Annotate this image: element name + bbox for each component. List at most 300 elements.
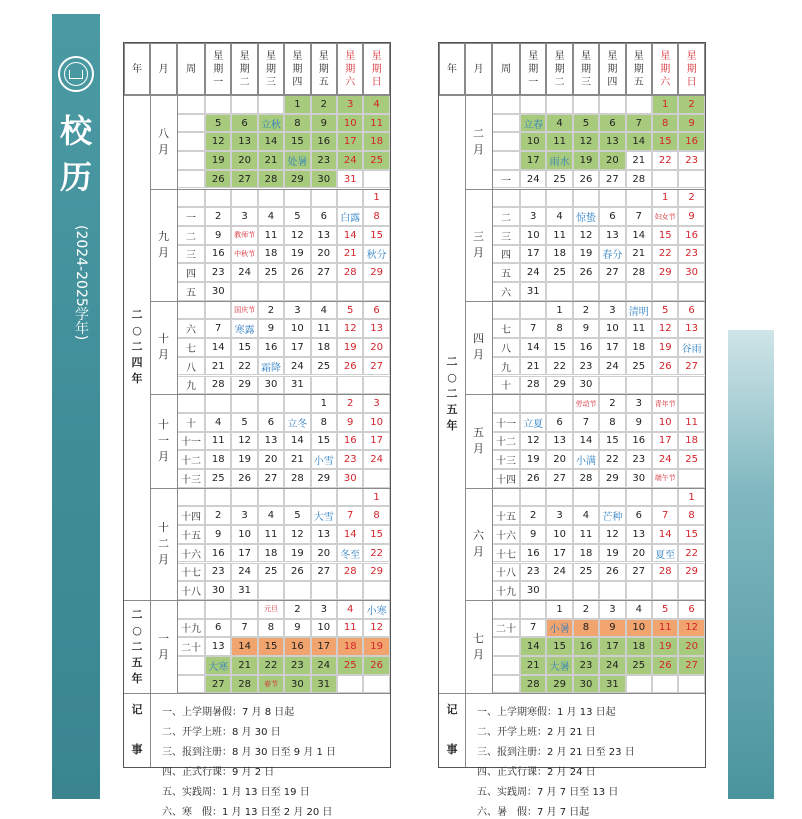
header-day-1: 星 期 一 [205, 43, 231, 95]
day-cell: 2 [573, 301, 599, 320]
day-cell: 27 [258, 469, 284, 488]
day-cell: 19 [205, 151, 231, 170]
week-number: 一 [177, 207, 205, 226]
month-divider [465, 488, 705, 489]
day-cell: 15 [652, 132, 678, 151]
day-cell [363, 170, 389, 189]
week-number: 十一 [177, 432, 205, 451]
week-number [492, 114, 520, 133]
day-cell: 21 [284, 450, 310, 469]
day-cell: 妇女节 [652, 207, 678, 226]
day-cell [652, 675, 678, 694]
month-label: 五 月 [473, 425, 484, 455]
day-cell: 秋分 [363, 245, 389, 264]
day-cell: 17 [337, 132, 363, 151]
day-cell: 15 [231, 338, 257, 357]
day-cell: 22 [231, 357, 257, 376]
day-cell: 17 [652, 432, 678, 451]
day-cell: 3 [284, 301, 310, 320]
day-cell: 13 [231, 132, 257, 151]
day-cell [520, 189, 546, 208]
day-cell: 7 [231, 619, 257, 638]
day-cell: 28 [652, 563, 678, 582]
day-cell [573, 581, 599, 600]
day-cell: 5 [337, 301, 363, 320]
day-cell: 19 [652, 637, 678, 656]
day-cell: 24 [599, 357, 625, 376]
day-cell [311, 189, 337, 208]
day-cell: 7 [626, 207, 652, 226]
day-cell: 4 [311, 301, 337, 320]
day-cell [599, 189, 625, 208]
day-cell: 1 [363, 488, 389, 507]
day-cell [363, 469, 389, 488]
day-cell: 7 [626, 114, 652, 133]
week-number [177, 394, 205, 413]
day-cell: 30 [205, 282, 231, 301]
day-cell: 23 [284, 656, 310, 675]
day-cell [231, 95, 257, 114]
day-cell: 冬至 [337, 544, 363, 563]
day-cell: 11 [205, 432, 231, 451]
week-number [492, 189, 520, 208]
day-cell [652, 170, 678, 189]
day-cell: 3 [626, 394, 652, 413]
note-item: 一、上学期寒假：1 月 13 日起 [477, 707, 616, 719]
day-cell [573, 189, 599, 208]
day-cell: 13 [546, 432, 572, 451]
notes-divider [439, 693, 705, 694]
day-cell: 12 [573, 226, 599, 245]
day-cell: 6 [231, 114, 257, 133]
day-cell: 30 [337, 469, 363, 488]
day-cell: 5 [284, 207, 310, 226]
day-cell: 29 [546, 376, 572, 395]
day-cell: 4 [258, 207, 284, 226]
day-cell [599, 581, 625, 600]
header-day-2: 星 期 二 [546, 43, 572, 95]
note-item: 五、实践周：7 月 7 日至 13 日 [477, 787, 619, 799]
day-cell: 15 [363, 525, 389, 544]
week-number: 七 [177, 338, 205, 357]
day-cell: 24 [652, 450, 678, 469]
day-cell [258, 282, 284, 301]
day-cell: 立冬 [284, 413, 310, 432]
day-cell: 12 [284, 525, 310, 544]
day-cell: 8 [363, 506, 389, 525]
day-cell: 15 [284, 132, 310, 151]
week-number [492, 132, 520, 151]
day-cell: 24 [231, 263, 257, 282]
day-cell: 25 [573, 563, 599, 582]
day-cell: 29 [311, 469, 337, 488]
day-cell: 20 [311, 245, 337, 264]
day-cell: 20 [363, 338, 389, 357]
day-cell: 12 [652, 319, 678, 338]
month-label: 七 月 [473, 631, 484, 661]
note-item: 三、报到注册：2 月 21 日至 23 日 [477, 747, 635, 759]
day-cell: 16 [573, 338, 599, 357]
day-cell: 25 [337, 656, 363, 675]
year-label: 二 ○ 二 五 年 [446, 355, 458, 433]
day-cell: 13 [363, 319, 389, 338]
header-day-1: 星 期 一 [520, 43, 546, 95]
day-cell: 3 [231, 506, 257, 525]
day-cell: 30 [284, 675, 310, 694]
day-cell: 1 [652, 189, 678, 208]
day-cell: 15 [678, 525, 704, 544]
note-item: 四、正式行课：2 月 24 日 [477, 767, 596, 779]
day-cell: 4 [258, 506, 284, 525]
week-number: 二 [492, 207, 520, 226]
day-cell [311, 488, 337, 507]
day-cell: 9 [311, 114, 337, 133]
day-cell: 16 [284, 637, 310, 656]
day-cell: 大雪 [311, 506, 337, 525]
day-cell: 4 [337, 600, 363, 619]
day-cell [652, 282, 678, 301]
month-divider [465, 600, 705, 601]
day-cell: 5 [205, 114, 231, 133]
day-cell: 1 [284, 95, 310, 114]
note-item: 四、正式行课：9 月 2 日 [162, 767, 275, 779]
day-cell: 17 [363, 432, 389, 451]
header-day-7: 星 期 日 [363, 43, 389, 95]
note-item: 一、上学期暑假：7 月 8 日起 [162, 707, 295, 719]
day-cell: 3 [311, 600, 337, 619]
day-cell [363, 581, 389, 600]
day-cell: 3 [337, 95, 363, 114]
day-cell: 14 [626, 226, 652, 245]
day-cell: 14 [337, 525, 363, 544]
day-cell: 7 [337, 506, 363, 525]
day-cell [363, 282, 389, 301]
day-cell: 2 [205, 207, 231, 226]
day-cell: 中秋节 [231, 245, 257, 264]
school-logo-icon [58, 56, 94, 92]
day-cell: 22 [363, 544, 389, 563]
day-cell: 6 [626, 506, 652, 525]
day-cell: 28 [284, 469, 310, 488]
day-cell: 12 [231, 432, 257, 451]
week-number: 六 [177, 319, 205, 338]
day-cell: 25 [626, 656, 652, 675]
day-cell: 6 [258, 413, 284, 432]
week-number [492, 637, 520, 656]
month-label: 一 月 [158, 631, 169, 661]
day-cell: 1 [363, 189, 389, 208]
day-cell: 22 [258, 656, 284, 675]
day-cell: 9 [678, 114, 704, 133]
day-cell [205, 301, 231, 320]
day-cell [284, 488, 310, 507]
year-divider [124, 95, 150, 96]
header-month: 月 [150, 43, 177, 95]
day-cell [337, 675, 363, 694]
day-cell: 小寒 [363, 600, 389, 619]
day-cell: 24 [520, 170, 546, 189]
day-cell: 19 [231, 450, 257, 469]
day-cell: 10 [626, 619, 652, 638]
day-cell: 大寒 [205, 656, 231, 675]
day-cell: 26 [652, 357, 678, 376]
column-divider [492, 95, 493, 693]
week-number [177, 488, 205, 507]
day-cell: 24 [546, 563, 572, 582]
day-cell [231, 189, 257, 208]
day-cell: 14 [626, 132, 652, 151]
day-cell: 14 [520, 637, 546, 656]
month-label: 九 月 [158, 229, 169, 259]
day-cell: 26 [520, 469, 546, 488]
day-cell: 10 [520, 132, 546, 151]
day-cell: 15 [652, 226, 678, 245]
day-cell: 9 [599, 619, 625, 638]
day-cell: 6 [363, 301, 389, 320]
day-cell: 12 [337, 319, 363, 338]
day-cell [258, 95, 284, 114]
day-cell: 3 [546, 506, 572, 525]
day-cell: 13 [205, 637, 231, 656]
day-cell [284, 282, 310, 301]
day-cell: 19 [573, 151, 599, 170]
day-cell [205, 95, 231, 114]
week-number [492, 600, 520, 619]
day-cell: 16 [678, 132, 704, 151]
day-cell: 16 [205, 245, 231, 264]
day-cell [599, 488, 625, 507]
day-cell: 20 [599, 151, 625, 170]
day-cell [546, 95, 572, 114]
day-cell [205, 600, 231, 619]
year-label: 二 ○ 二 四 年 [131, 308, 143, 386]
day-cell: 11 [546, 226, 572, 245]
day-cell: 1 [311, 394, 337, 413]
day-cell: 教师节 [231, 226, 257, 245]
note-item: 六、寒 假：1 月 13 日至 2 月 20 日 [162, 807, 333, 819]
day-cell [284, 581, 310, 600]
day-cell: 23 [626, 450, 652, 469]
week-number: 二 [177, 226, 205, 245]
day-cell: 15 [363, 226, 389, 245]
day-cell: 19 [599, 544, 625, 563]
day-cell: 13 [599, 226, 625, 245]
header-week: 周 [177, 43, 205, 95]
month-divider [465, 301, 705, 302]
day-cell: 大暑 [546, 656, 572, 675]
day-cell: 14 [205, 338, 231, 357]
day-cell: 20 [258, 450, 284, 469]
day-cell: 5 [652, 301, 678, 320]
day-cell: 11 [573, 525, 599, 544]
day-cell [337, 189, 363, 208]
day-cell: 7 [652, 506, 678, 525]
week-number [492, 675, 520, 694]
day-cell: 18 [258, 245, 284, 264]
day-cell: 28 [626, 263, 652, 282]
day-cell: 10 [284, 319, 310, 338]
day-cell: 28 [337, 263, 363, 282]
day-cell: 23 [573, 357, 599, 376]
day-cell [626, 95, 652, 114]
day-cell: 25 [205, 469, 231, 488]
day-cell: 2 [205, 506, 231, 525]
day-cell: 7 [520, 319, 546, 338]
day-cell: 10 [311, 619, 337, 638]
month-divider [150, 301, 390, 302]
day-cell: 13 [311, 525, 337, 544]
day-cell [363, 376, 389, 395]
day-cell: 17 [599, 637, 625, 656]
day-cell: 14 [231, 637, 257, 656]
day-cell: 10 [363, 413, 389, 432]
header-day-6: 星 期 六 [337, 43, 363, 95]
day-cell: 28 [626, 170, 652, 189]
day-cell: 30 [573, 675, 599, 694]
week-number [177, 151, 205, 170]
day-cell: 20 [311, 544, 337, 563]
day-cell: 29 [599, 469, 625, 488]
week-number: 十七 [492, 544, 520, 563]
day-cell: 23 [337, 450, 363, 469]
week-number [492, 656, 520, 675]
day-cell [626, 189, 652, 208]
day-cell: 1 [546, 301, 572, 320]
day-cell: 小暑 [546, 619, 572, 638]
year-divider [124, 600, 150, 601]
day-cell: 6 [678, 301, 704, 320]
day-cell [311, 376, 337, 395]
week-number: 十 [492, 376, 520, 395]
day-cell: 11 [546, 132, 572, 151]
day-cell: 13 [311, 226, 337, 245]
day-cell: 17 [311, 637, 337, 656]
day-cell: 27 [599, 263, 625, 282]
day-cell: 20 [626, 544, 652, 563]
week-number: 三 [177, 245, 205, 264]
day-cell: 19 [363, 637, 389, 656]
day-cell: 15 [599, 432, 625, 451]
header-day-4: 星 期 四 [599, 43, 625, 95]
day-cell: 23 [205, 563, 231, 582]
day-cell: 16 [678, 226, 704, 245]
week-number: 十五 [177, 525, 205, 544]
day-cell: 31 [599, 675, 625, 694]
day-cell: 25 [363, 151, 389, 170]
day-cell [337, 376, 363, 395]
day-cell [231, 394, 257, 413]
day-cell: 22 [678, 544, 704, 563]
day-cell: 26 [205, 170, 231, 189]
week-number [177, 189, 205, 208]
calendar-table-left [123, 42, 391, 819]
day-cell: 15 [546, 338, 572, 357]
header-day-5: 星 期 五 [626, 43, 652, 95]
day-cell [311, 581, 337, 600]
day-cell: 16 [337, 432, 363, 451]
week-number: 五 [177, 282, 205, 301]
day-cell: 9 [520, 525, 546, 544]
week-number [177, 170, 205, 189]
day-cell: 11 [652, 619, 678, 638]
day-cell: 15 [546, 637, 572, 656]
day-cell: 21 [626, 245, 652, 264]
day-cell [311, 282, 337, 301]
day-cell: 13 [599, 132, 625, 151]
day-cell: 30 [205, 581, 231, 600]
day-cell [626, 675, 652, 694]
day-cell: 26 [231, 469, 257, 488]
day-cell: 17 [520, 151, 546, 170]
day-cell: 12 [284, 226, 310, 245]
day-cell: 3 [231, 207, 257, 226]
day-cell: 30 [311, 170, 337, 189]
day-cell: 2 [678, 189, 704, 208]
day-cell: 21 [520, 656, 546, 675]
day-cell [363, 675, 389, 694]
day-cell: 寒露 [231, 319, 257, 338]
day-cell: 23 [311, 151, 337, 170]
day-cell: 12 [678, 619, 704, 638]
day-cell: 5 [652, 600, 678, 619]
day-cell [599, 282, 625, 301]
day-cell [678, 282, 704, 301]
day-cell: 22 [546, 357, 572, 376]
day-cell: 20 [546, 450, 572, 469]
day-cell: 12 [205, 132, 231, 151]
day-cell: 12 [363, 619, 389, 638]
day-cell: 24 [337, 151, 363, 170]
week-number: 十二 [492, 432, 520, 451]
day-cell: 小雪 [311, 450, 337, 469]
week-number [177, 675, 205, 694]
day-cell: 8 [678, 506, 704, 525]
day-cell: 处暑 [284, 151, 310, 170]
day-cell: 16 [626, 432, 652, 451]
day-cell [546, 189, 572, 208]
day-cell: 元旦 [258, 600, 284, 619]
week-number: 十二 [177, 450, 205, 469]
day-cell: 30 [258, 376, 284, 395]
day-cell: 27 [311, 263, 337, 282]
day-cell: 21 [626, 151, 652, 170]
day-cell: 16 [520, 544, 546, 563]
day-cell: 12 [599, 525, 625, 544]
day-cell: 29 [363, 263, 389, 282]
week-number: 十一 [492, 413, 520, 432]
day-cell: 28 [231, 675, 257, 694]
day-cell: 11 [258, 226, 284, 245]
day-cell: 7 [573, 413, 599, 432]
day-cell: 29 [284, 170, 310, 189]
header-day-4: 星 期 四 [284, 43, 310, 95]
day-cell: 8 [311, 413, 337, 432]
header-year: 年 [439, 43, 465, 95]
day-cell: 27 [205, 675, 231, 694]
day-cell: 27 [678, 357, 704, 376]
day-cell: 9 [205, 226, 231, 245]
note-item: 六、暑 假：7 月 7 日起 [477, 807, 590, 819]
day-cell: 19 [520, 450, 546, 469]
day-cell: 18 [337, 637, 363, 656]
day-cell: 5 [573, 114, 599, 133]
day-cell: 9 [626, 413, 652, 432]
day-cell: 29 [652, 263, 678, 282]
day-cell: 23 [678, 245, 704, 264]
week-number [177, 114, 205, 133]
day-cell: 22 [652, 245, 678, 264]
day-cell: 29 [678, 563, 704, 582]
